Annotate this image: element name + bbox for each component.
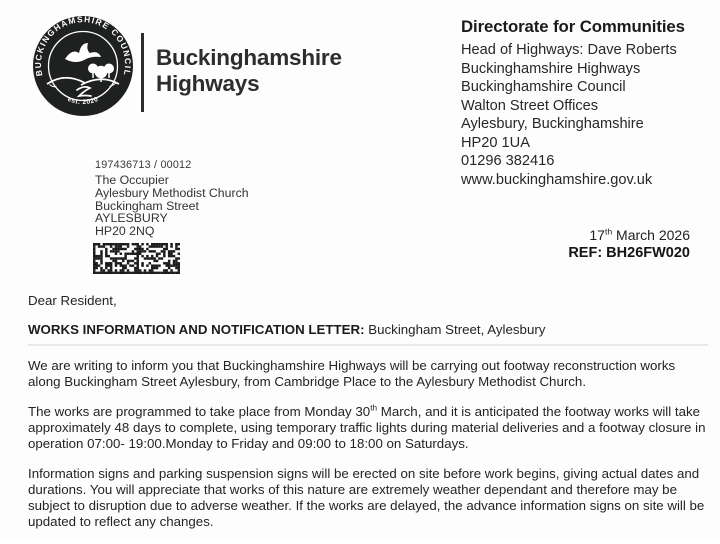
- data-matrix-barcode-icon: [93, 243, 180, 274]
- recipient-line: AYLESBURY: [95, 211, 168, 226]
- letter-reference: REF: BH26FW020: [568, 245, 690, 261]
- sender-phone: 01296 382416: [461, 153, 555, 169]
- date-ref-block: [568, 226, 690, 263]
- sender-line: HP20 1UA: [461, 134, 530, 151]
- recipient-postcode: HP20 2NQ: [95, 224, 155, 239]
- logo-ring-text: BUCKINGHAMSHIRE COUNCIL: [32, 14, 134, 78]
- salutation: Dear Resident,: [28, 293, 117, 308]
- paragraph-1: We are writing to inform you that Buckinghamshire Highways will be carrying out footway reconstruction works along Buckingham Street Aylesbury, from Cambridge Place to the Aylesbury Methodist Church.: [28, 357, 676, 389]
- sender-line: Aylesbury, Buckinghamshire: [461, 116, 644, 132]
- scan-artifact-rule: [28, 344, 708, 346]
- sender-line: Buckinghamshire Council: [461, 79, 626, 95]
- council-logo: [31, 14, 135, 118]
- subject-line: [28, 322, 708, 338]
- org-name-line2: Highways: [156, 71, 260, 96]
- org-name-line1: Buckinghamshire: [156, 45, 342, 70]
- logo-est-text: est. 2020: [66, 95, 100, 107]
- letter-body: [28, 293, 708, 544]
- recipient-line: Aylesbury Methodist Church: [95, 185, 249, 200]
- paragraph-2-start: The works are programmed to take place from Monday 30: [28, 403, 371, 419]
- sender-line: Buckinghamshire Highways: [461, 60, 641, 77]
- org-name: [156, 45, 342, 97]
- buckinghamshire-council-seal-icon: [31, 14, 135, 118]
- letter-date: [568, 226, 690, 244]
- subject-rest: Buckingham Street, Aylesbury: [364, 322, 546, 337]
- mailing-reference: 197436713 / 00012: [95, 159, 192, 171]
- recipient-line: The Occupier: [95, 173, 169, 187]
- date-day: 17: [589, 227, 605, 243]
- sender-line: Head of Highways: Dave Roberts: [461, 42, 677, 58]
- paragraph-2-rest: March, and it is anticipated the footway works will take approximately 48 days to complete, using temporary traffic lights during material deliveries and a footway closure in operation 07:00- 19:00.Monday to Friday and 09:00 to 18:00 on Saturdays.: [28, 403, 706, 451]
- paragraph-2-ordinal: th: [370, 403, 378, 413]
- recipient-block: [95, 159, 249, 238]
- recipient-line: Buckingham Street: [95, 198, 199, 213]
- sender-block: [461, 17, 711, 189]
- subject-bold: WORKS INFORMATION AND NOTIFICATION LETTER:: [28, 322, 365, 337]
- date-rest: March 2026: [612, 227, 690, 243]
- paragraph-2: [28, 404, 708, 452]
- paragraph-3: Information signs and parking suspension signs will be erected on site before work begins, giving actual dates and durations. You will appreciate that works of this nature are extremely weather dependant and therefore may be subject to disruption due to adverse weather. If the works are delayed, the advance information signs on site will be updated to reflect any changes.: [28, 465, 705, 529]
- sender-website: www.buckinghamshire.gov.uk: [461, 171, 653, 188]
- date-ordinal: th: [604, 226, 613, 237]
- logo-divider: [141, 33, 144, 112]
- sender-heading: Directorate for Communities: [461, 17, 685, 36]
- sender-line: Walton Street Offices: [461, 97, 599, 114]
